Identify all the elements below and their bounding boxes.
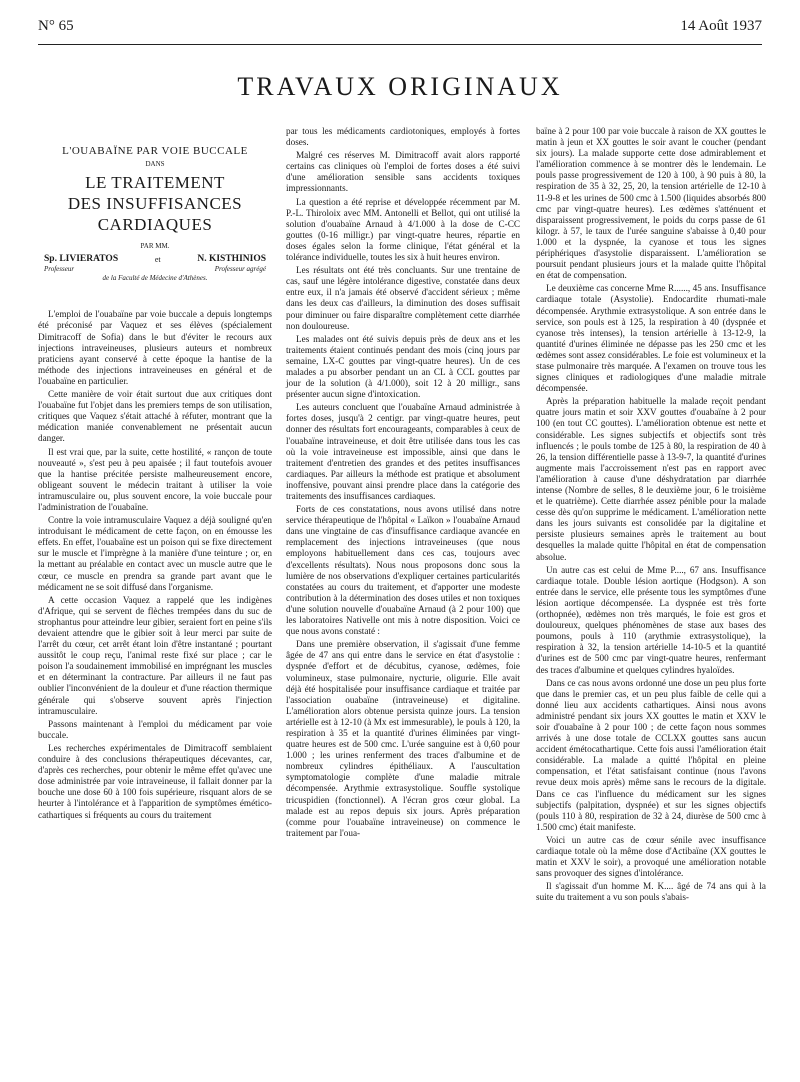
title-spacer — [38, 283, 272, 309]
article-title-line3: DES INSUFFISANCES — [67, 194, 243, 214]
column-1 — [38, 126, 272, 823]
authors-et: et — [154, 255, 161, 265]
article-title-block — [38, 146, 272, 283]
article-title-line2: LE TRAITEMENT — [85, 173, 225, 193]
paragraph: Un autre cas est celui de Mme P...., 67 ans. Insuffisance cardiaque totale. Double lésion aortique (Hodgson). A son entrée dans le service, elle présente tous les symptômes d'une lésion aortique décompensée. La dyspnée est très forte (orthopnée), œdèmes non très marqués, le foie est gros et douloureux, quelques phénomènes de stase aux bases des poumons, pouls à 110 (arythmie extrasystolique), la respiration à 32, la tension artérielle 14-10-5 et la quantité d'urines est de 500 cmc par vingt-quatre heures, renfermant des traces d'albumine et quelques cylindres hyaloïdes. — [536, 564, 766, 675]
paragraph: A cette occasion Vaquez a rappelé que les indigènes d'Afrique, qui se servent de flèches trempées dans du suc de strophantus pour atteindre leur gibier, seraient fort en peine s'ils devaient attendre que le gibier soit à leur merci par suite de l'arrêt du cœur, cet arrêt étant loin d'être instantané ; pourtant aussitôt le coup reçu, l'animal reste fixé sur place ; car le poison l'a soudainement immobilisé en imprégnant les muscles et en déterminant la contracture. Par ailleurs il ne faut pas oublier l'inconvénient de la douleur et d'une réaction thermique générale qui s'observe souvent après l'injection intramusculaire. — [38, 594, 272, 716]
paragraph: Dans ce cas nous avons ordonné une dose un peu plus forte que dans le premier cas, et un peu plus faible de celle qui a donné lieu aux accidents cathartiques. Ainsi nous avons administré pendant six jours XX gouttes le matin et XXV le soir d'ouabaïne à 2 pour 100 ; de cette façon nous sommes arrivés à une dose totale de CCLXX gouttes sans aucun accident émétocathartique. Cette fois aussi l'amélioration était considérable. La malade a quitté l'hôpital en pleine compensation, et l'état satisfaisant continue (nous l'avons revue deux mois après) même sans le recours de la digitale. Dans ce cas l'influence du médicament sur les signes subjectifs (palpitation, dyspnée) et sur les signes objectifs (pouls 110 à 80, respiration de 32 à 24, diurèse de 500 cmc à 1.500 cmc) était manifeste. — [536, 677, 766, 832]
article-par: PAR MM. — [140, 242, 170, 251]
paragraph: Le deuxième cas concerne Mme R......, 45 ans. Insuffisance cardiaque totale (Asystolie). Endocardite rhumati-male décompensée. Arythmie extrasystolique. A son entrée dans le service, son pouls est à 125, la respiration à 40 (dyspnée et cyanose très intenses), la tension artérielle à 13-12-9, la quantité d'urines éliminée ne dépasse pas les 250 cmc et les œdèmes sont assez considérables. Le foie est volumineux et la stase pulmonaire très marquée. A l'examen on trouve tous les signes cliniques et radiologiques d'une maladie mitrale décompensée. — [536, 283, 766, 394]
column-1-body — [38, 309, 272, 820]
header-rule — [38, 44, 762, 45]
paragraph: La question a été reprise et développée récemment par M. P.-L. Thiroloix avec MM. Antonelli et Bellot, qui ont utilisé la solution d'ouabaïne Arnaud à 4/1.000 à la dose de C-CC gouttes (0-16 milligr.) par vingt-quatre heures, répartie en doses égales selon la forme clinique, l'état général et la tolérance individuelle, toutes les six à huit heures environ. — [286, 196, 520, 263]
author-1: Sp. LIVIERATOS — [44, 254, 119, 265]
article-title-dans: DANS — [145, 160, 165, 169]
paragraph: Voici un autre cas de cœur sénile avec insuffisance cardiaque totale où la même dose d'Actibaïne (XX gouttes le matin et XXV le soir), a provoqué une amélioration notable sans provoquer des signes d'intolérance. — [536, 834, 766, 879]
running-header — [38, 18, 762, 40]
section-title: TRAVAUX ORIGINAUX — [237, 72, 563, 101]
column-2 — [286, 126, 520, 841]
paragraph: Contre la voie intramusculaire Vaquez a déjà souligné qu'en introduisant le médicament de cette façon, on en émousse les effets. En effet, l'ouabaïne est un poison qui se fixe directement sur le muscle et l'imprègne à la manière d'une teinture ; or, en la mettant au préalable en contact avec un muscle autre que le cœur, ce muscle en prendra sa grande part avant que le médicament ne se soit diffusé dans l'organisme. — [38, 515, 272, 592]
affiliation-faculty-row — [38, 274, 272, 283]
paragraph: L'emploi de l'ouabaïne par voie buccale a depuis longtemps été préconisé par Vaquez et ses élèves (spécialement Dimitracoff de Sofia) dans le but d'éviter le recours aux injections intraveineuses, plusieurs auteurs et nombreux praticiens ayant conservé à cette époque la hantise de la méthode des injections intraveineuses en général et de l'ouabaïne en particulier. — [38, 309, 272, 386]
paragraph: Dans une première observation, il s'agissait d'une femme âgée de 47 ans qui entre dans le service en état d'asystolie : dyspnée d'effort et de décubitus, cyanose, œdèmes, foie volumineux, stase pulmonaire, nycturie, oligurie. Elle avait déjà été hospitalisée pour insuffisance cardiaque et traitée par l'association ouabaïne (intraveineuse) et digitaline. L'amélioration alors obtenue persista quinze jours. La tension artérielle est à 12-10 (à Mx est immesurable), le pouls à 120, la respiration à 35 et la quantité d'urines éliminées par vingt-quatre heures est de 500 cmc. L'urée sanguine est à 0,60 pour 1.000 ; les urines renferment des traces d'albumine et de nombreux cylindres épithéliaux. A l'auscultation symptomatologie complète d'une maladie mitrale décompensée. Arythmie extrasystolique. Souffle systolique tricuspidien (fonctionnel). A l'écran gros cœur global. La malade est au repos depuis six jours. Après préparation (comme pour l'ouabaïne intraveineuse) on commence le traitement par l'oua- — [286, 639, 520, 838]
affiliation-2: Professeur agrégé — [214, 265, 266, 274]
paragraph: Cette manière de voir était surtout due aux critiques dont l'ouabaïne fut l'objet dans les premiers temps de son utilisation, critiques que Vaquez s'était attaché à réfuter, montrant que la médication maniée convenablement ne présentait aucun danger. — [38, 389, 272, 444]
paragraph: baïne à 2 pour 100 par voie buccale à raison de XX gouttes le matin à jeun et XX gouttes le soir avant le coucher (pendant six jours). La malade supporte cette dose admirablement et l'amélioration commence à se montrer dès le lendemain. Le pouls passe progressivement de 120 à 100, à 90 puis à 80, la respiration de 35 à 32, 25, 20, la tension artérielle de 12-10 à 11-9-8 et les urines de 500 cmc à 1.500 (liquides absorbés 800 cmc par vingt-quatre heures). Les œdèmes s'atténuent et disparaissent progressivement, le poids du corps passe de 61 kilogr. à 57, le taux de l'urée sanguine s'abaisse à 0,40 pour 1.000 et la dyspnée, la cyanose et tous les signes périphériques d'asystolie disparaissent. L'amélioration se poursuit pendant plusieurs jours et la malade quitte l'hôpital en état de compensation. — [536, 126, 766, 281]
paragraph: Les résultats ont été très concluants. Sur une trentaine de cas, sauf une légère intolérance digestive, constatée dans deux entre eux, il n'a jamais été observé d'accident sérieux ; même dans les deux cas d'ailleurs, la diminution des doses suffisait pour diminuer ou faire disparaître complètement cette diarrhée non douloureuse. — [286, 265, 520, 331]
authors — [38, 254, 272, 265]
paragraph: Il s'agissait d'un homme M. K.... âgé de 74 ans qui à la suite du traitement a vu son pouls s'abais- — [536, 881, 766, 903]
paragraph: Les recherches expérimentales de Dimitracoff semblaient conduire à des conclusions thérapeutiques décevantes, car, d'après ces recherches, pour obtenir le même effet qu'avec une dose administrée par voie intraveineuse, il fallait donner par la bouche une dose 60 à 100 fois supérieure, risquant alors de se heurter à l'intolérance et à l'apparition de symptômes émético-cathartiques si fréquents au cours du traitement — [38, 742, 272, 820]
paragraph: Les auteurs concluent que l'ouabaïne Arnaud administrée à fortes doses, jusqu'à 2 centigr. par vingt-quatre heures, peut donner des résultats fort encourageants, comparables à ceux de l'ouabaïne intraveineuse, et doit être utilisée dans tous les cas où la voie intraveineuse est impossible, ainsi que dans le traitement d'entretien des grandes et des petites insuffisances cardiaques. Par ailleurs la méthode est pratique et absolument inoffensive, pouvant ainsi prendre place dans la catégorie des traitements des insuffisances cardiaques. — [286, 402, 520, 501]
issue-number: N° 65 — [38, 18, 74, 34]
article-title-line1: L'OUABAÏNE PAR VOIE BUCCALE — [62, 145, 248, 157]
paragraph: Il est vrai que, par la suite, cette hostilité, « rançon de toute nouveauté », s'est peu à peu apaisée ; il faut toutefois avouer que la hantise précitée persiste malheureusement encore, obligeant souvent le médecin traitant à utiliser la voie intramusculaire ou, plus souvent encore, la voie buccale pour l'administration de l'ouabaïne. — [38, 446, 272, 512]
paragraph: Après la préparation habituelle la malade reçoit pendant quatre jours matin et soir XXV gouttes d'ouabaïne à 2 pour 100 (en tout CC gouttes). L'amélioration obtenue est nette et considérable. Les signes subjectifs et objectifs sont très influencés ; le pouls tombe de 125 à 80, la respiration de 40 à 26, la tension différentielle passe à 13-9-7, la quantité d'urines augmente mais l'accroissement n'est pas en rapport avec l'amélioration à cause d'une déshydratation par diarrhée intense (Nombre de selles, 8 le deuxième jour, 6 le troisième et le quatrième). Cette diarrhée assez pénible pour la malade cesse dès qu'on supprime le médicament. L'amélioration nette dans les jours suivants est consolidée par la digitaline et persiste plusieurs semaines après le traitement au bout desquelles la malade quitte l'hôpital en état de compensation absolue. — [536, 396, 766, 562]
affiliation-1: Professeur — [44, 265, 75, 274]
paragraph: Passons maintenant à l'emploi du médicament par voie buccale. — [38, 718, 272, 740]
affiliations — [38, 265, 272, 274]
column-3 — [536, 126, 766, 905]
article-title-line4: CARDIAQUES — [97, 215, 213, 235]
paragraph: Malgré ces réserves M. Dimitracoff avait alors rapporté certains cas cliniques où l'emploi de fortes doses a été suivi d'une amélioration sensible sans accidents toxiques impressionnants. — [286, 150, 520, 194]
author-2: N. KISTHINIOS — [197, 254, 266, 265]
issue-date: 14 Août 1937 — [680, 18, 762, 34]
affiliation-faculty: de la Faculté de Médecine d'Athènes. — [102, 274, 208, 283]
paragraph: Les malades ont été suivis depuis près de deux ans et les traitements étaient continués pendant des mois (cinq jours par semaine, LX-C gouttes par vingt-quatre heures). Un de ces malades a pu absorber pendant un an CL à CCL gouttes par jour de la solution (à 4/1.000), soit 12 à 20 milligr., sans présenter aucun signe d'intoxication. — [286, 333, 520, 400]
paragraph: par tous les médicaments cardiotoniques, employés à fortes doses. — [286, 126, 520, 148]
paragraph: Forts de ces constatations, nous avons utilisé dans notre service thérapeutique de l'hôpital « Laïkon » l'ouabaïne Arnaud dans une vingtaine de cas d'insuffisance cardiaque avancée en remplacement des injections intraveineuses (que nous employons habituellement dans ces cas, toujours avec d'excellents résultats). Nous nous proposons donc sous la lumière de nos observations d'expliquer certaines particularités constatées au cours du traitement, et d'apporter une modeste contribution à la détermination des doses utiles et non toxiques d'une solution nouvelle d'ouabaïne Arnaud (à 2 pour 100) que les laboratoires Nativelle ont mis à notre disposition. Voici ce que nous avons constaté : — [286, 504, 520, 637]
